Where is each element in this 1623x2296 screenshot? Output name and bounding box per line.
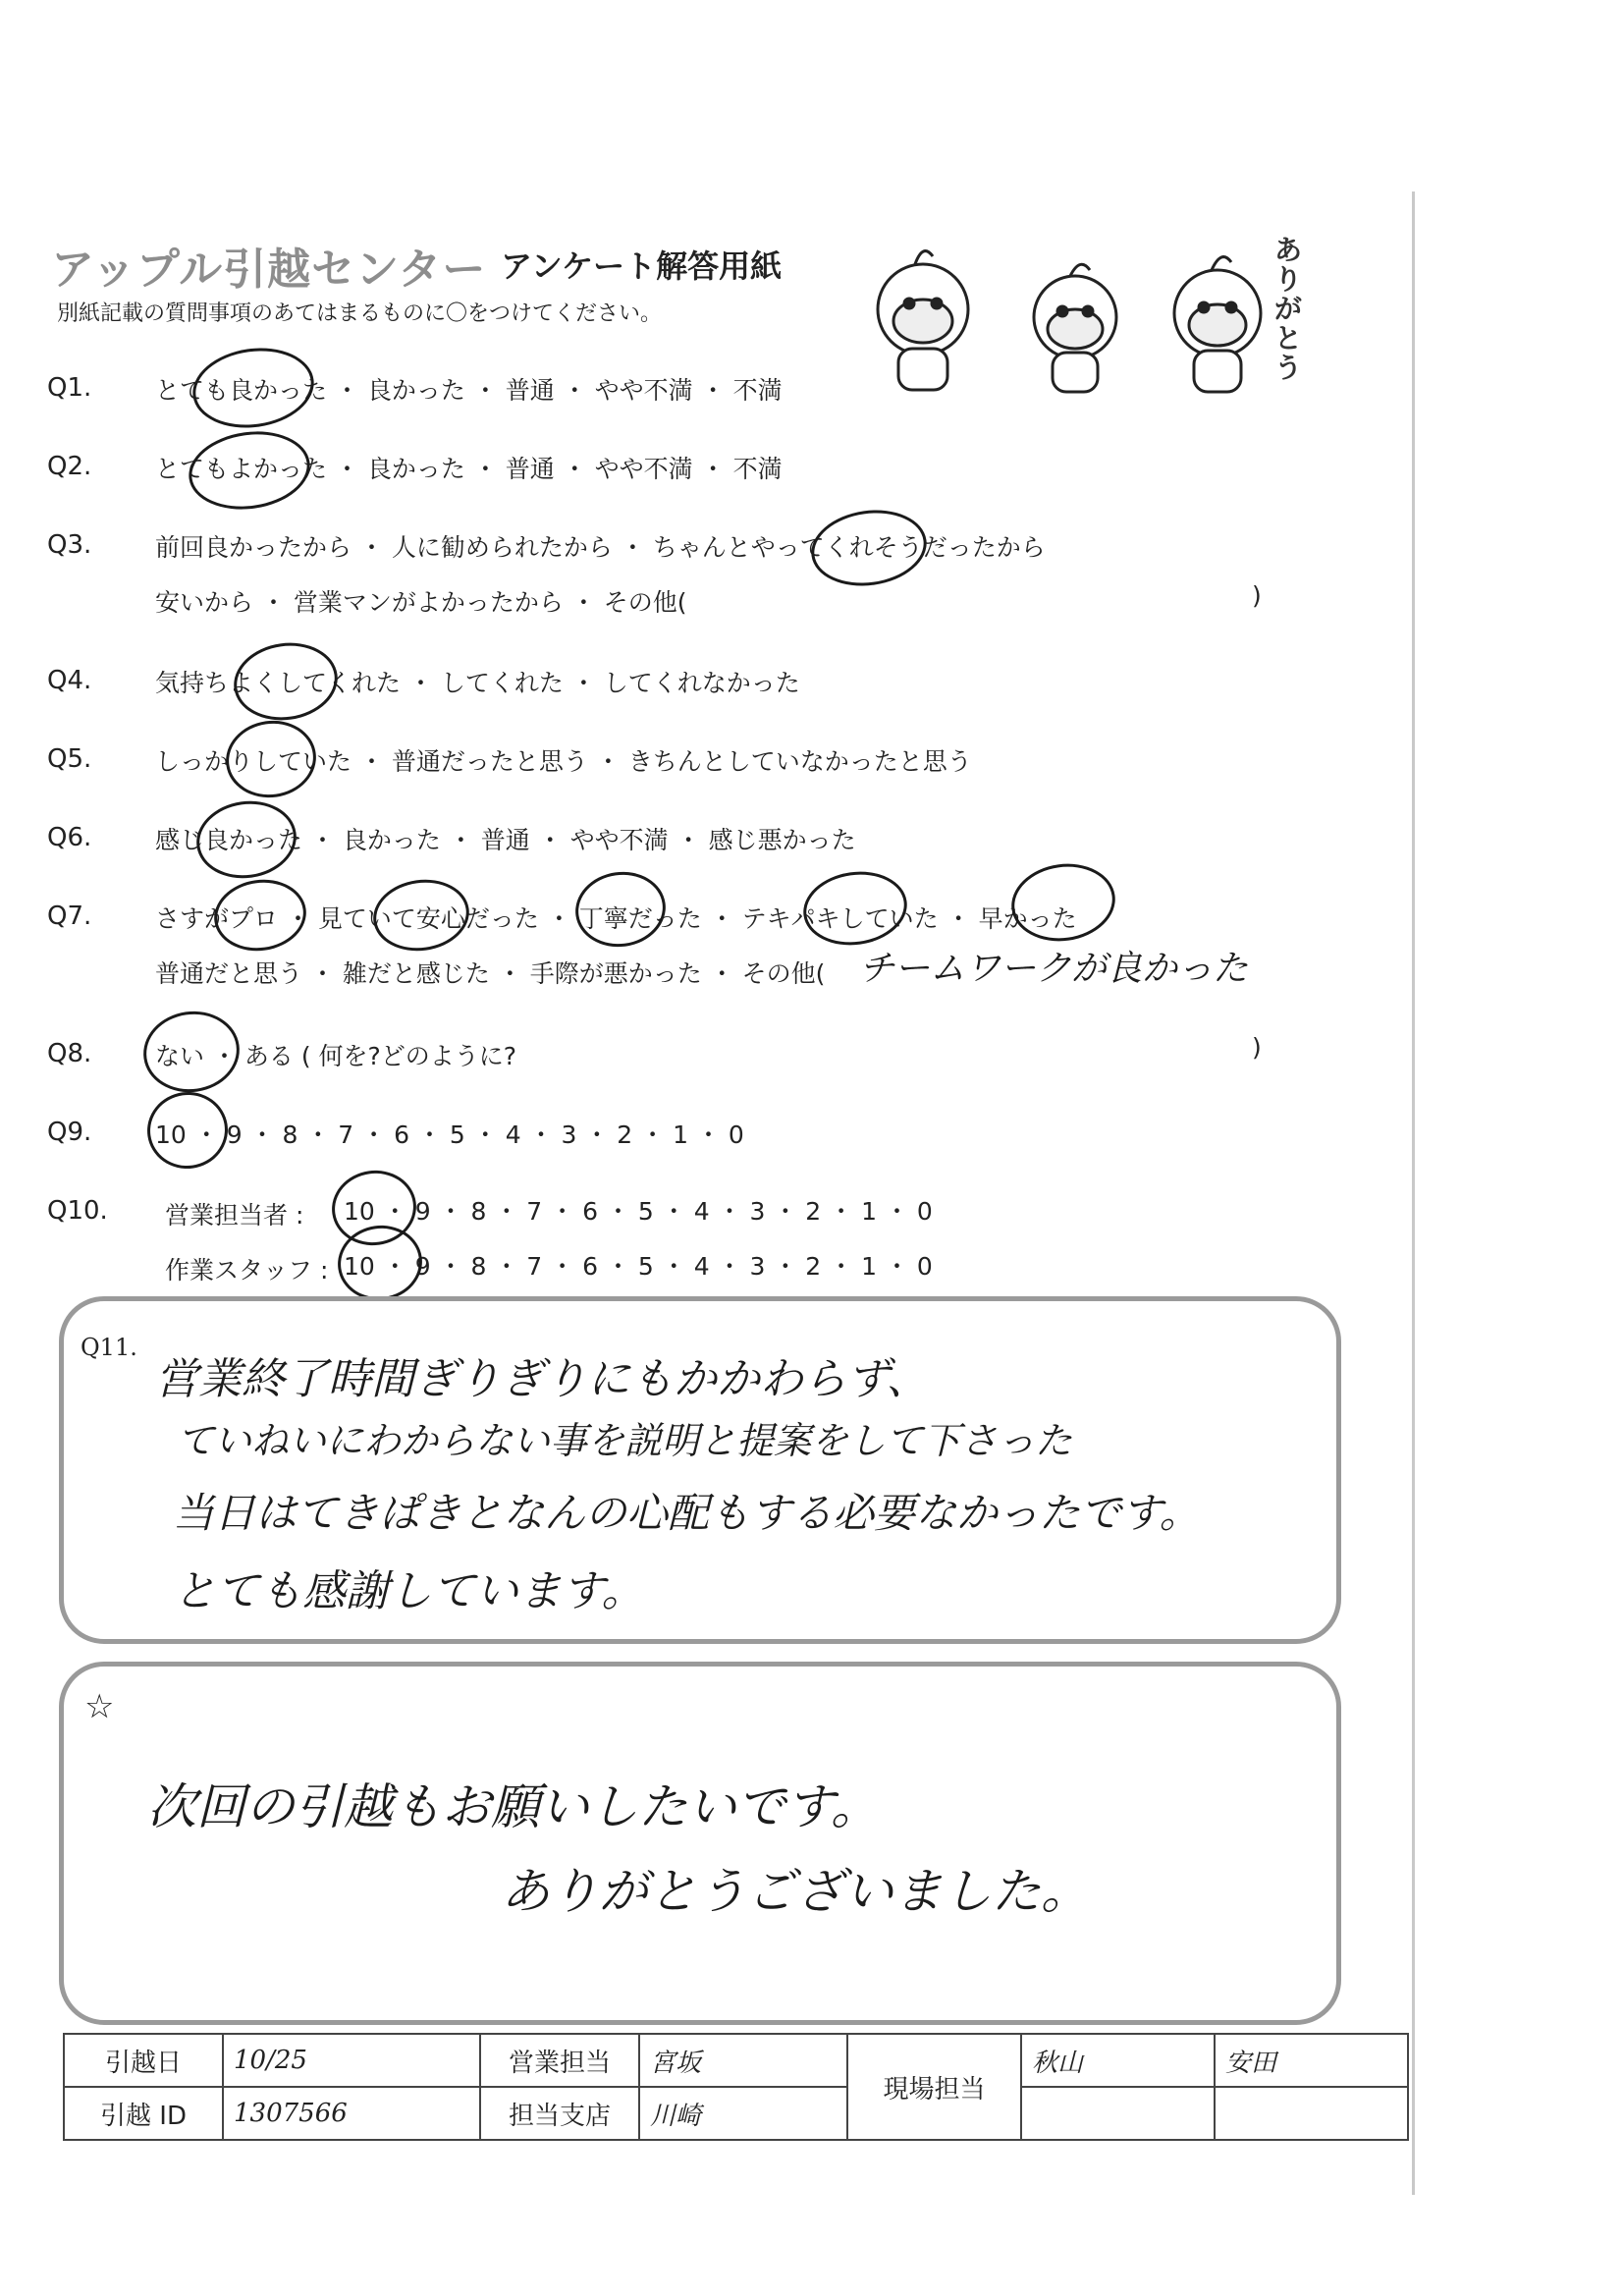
q1-answer-circle: [188, 341, 319, 435]
q10-staff-options: 10 ・ 9 ・ 8 ・ 7 ・ 6 ・ 5 ・ 4 ・ 3 ・ 2 ・ 1 ・ 0: [344, 1252, 933, 1281]
branch-label: 担当支店: [480, 2087, 639, 2140]
q7-answer-circle-3: [570, 866, 671, 953]
q1-number: Q1.: [47, 373, 92, 403]
q5-options: しっかりしていた ・ 普通だったと思う ・ きちんとしていなかったと思う: [155, 747, 972, 776]
site-staff-1-value: 秋山: [1021, 2034, 1215, 2087]
q9-options: 10 ・ 9 ・ 8 ・ 7 ・ 6 ・ 5 ・ 4 ・ 3 ・ 2 ・ 1 ・ 0: [155, 1121, 744, 1149]
mascot-1: [878, 251, 968, 390]
q8-close-paren: ): [1252, 1033, 1262, 1062]
form-instruction: 別紙記載の質問事項のあてはまるものに〇をつけてください。: [57, 301, 663, 326]
q7-answer-circle-1: [209, 874, 310, 957]
q8-number: Q8.: [47, 1039, 92, 1068]
q7-number: Q7.: [47, 902, 92, 931]
q9-number: Q9.: [47, 1118, 92, 1147]
mascot-illustration: [854, 231, 1316, 403]
move-date-label: 引越日: [64, 2034, 223, 2087]
brand-title: アップル引越センター: [51, 245, 487, 295]
q7-other-handwritten: チームワークが良かった: [859, 949, 1249, 989]
q10-number: Q10.: [47, 1196, 108, 1226]
q6-options: 感じ良かった ・ 良かった ・ 普通 ・ やや不満 ・ 感じ悪かった: [155, 826, 856, 854]
site-staff-empty-1: [1021, 2087, 1215, 2140]
q3-options-line2: 安いから ・ 営業マンがよかったから ・ その他(: [155, 588, 687, 617]
site-staff-label: 現場担当: [847, 2034, 1021, 2140]
q9-answer-circle: [142, 1087, 233, 1175]
q6-number: Q6.: [47, 823, 92, 852]
mascot-caption: ありがとう: [1274, 234, 1303, 384]
q1-options: とても良かった ・ 良かった ・ 普通 ・ やや不満 ・ 不満: [155, 376, 783, 405]
free-comment-box: [59, 1662, 1341, 2025]
q7-options-line1: さすがプロ ・ 見ていて安心だった ・ 丁寧だった ・ テキパキしていた ・ 早かった: [155, 904, 1077, 933]
q8-options: ない ・ ある ( 何を?どのように?: [155, 1042, 517, 1070]
q2-answer-circle: [184, 424, 315, 517]
site-staff-empty-2: [1215, 2087, 1408, 2140]
star-label: ☆: [84, 1687, 115, 1726]
site-staff-2-value: 安田: [1215, 2034, 1408, 2087]
q8-answer-circle: [138, 1006, 244, 1099]
free-comment-line-2: ありがとうございました。: [501, 1863, 1090, 1920]
q6-answer-circle: [191, 794, 301, 884]
mascot-2: [1034, 264, 1116, 392]
q4-answer-circle: [229, 636, 343, 727]
q7-answer-circle-2: [368, 874, 473, 957]
q11-line-4: とても感謝しています。: [173, 1566, 645, 1616]
page-edge-line: [1412, 191, 1415, 2195]
move-id-label: 引越 ID: [64, 2087, 223, 2140]
q4-options: 気持ちよくしてくれた ・ してくれた ・ してくれなかった: [155, 669, 800, 697]
q3-number: Q3.: [47, 530, 92, 560]
q7-options-line2: 普通だと思う ・ 雑だと感じた ・ 手際が悪かった ・ その他(: [155, 959, 826, 988]
q11-line-2: ていねいにわからない事を説明と提案をして下さった: [177, 1419, 1073, 1462]
q3-options-line1: 前回良かったから ・ 人に勧められたから ・ ちゃんとやってくれそうだったから: [155, 533, 1046, 562]
q5-answer-circle: [221, 715, 321, 803]
move-id-value: 1307566: [223, 2087, 480, 2140]
q7-answer-circle-4: [798, 865, 911, 952]
mascot-3: [1174, 257, 1261, 392]
sales-label: 営業担当: [480, 2034, 639, 2087]
q3-answer-circle: [806, 503, 931, 593]
q11-label: Q11.: [81, 1334, 137, 1361]
q11-line-3: 当日はてきぱきとなんの心配もする必要なかったです。: [173, 1489, 1201, 1537]
q3-close-paren: ): [1252, 581, 1262, 610]
branch-value: 川崎: [639, 2087, 847, 2140]
form-subtitle: アンケート解答用紙: [501, 247, 783, 285]
move-date-value: 10/25: [223, 2034, 480, 2087]
move-info-table: [63, 2033, 1409, 2141]
q2-number: Q2.: [47, 452, 92, 481]
q10-sales-options: 10 ・ 9 ・ 8 ・ 7 ・ 6 ・ 5 ・ 4 ・ 3 ・ 2 ・ 1 ・ 0: [344, 1197, 933, 1226]
q10-staff-label: 作業スタッフ :: [165, 1256, 329, 1285]
q5-number: Q5.: [47, 744, 92, 774]
free-comment-line-1: 次回の引越もお願いしたいです。: [147, 1778, 880, 1835]
q4-number: Q4.: [47, 666, 92, 695]
q11-line-1: 営業終了時間ぎりぎりにもかかわらず、: [155, 1354, 930, 1404]
q2-options: とてもよかった ・ 良かった ・ 普通 ・ やや不満 ・ 不満: [155, 455, 783, 483]
q10-sales-label: 営業担当者 :: [165, 1201, 304, 1230]
sales-name-value: 宮坂: [639, 2034, 847, 2087]
